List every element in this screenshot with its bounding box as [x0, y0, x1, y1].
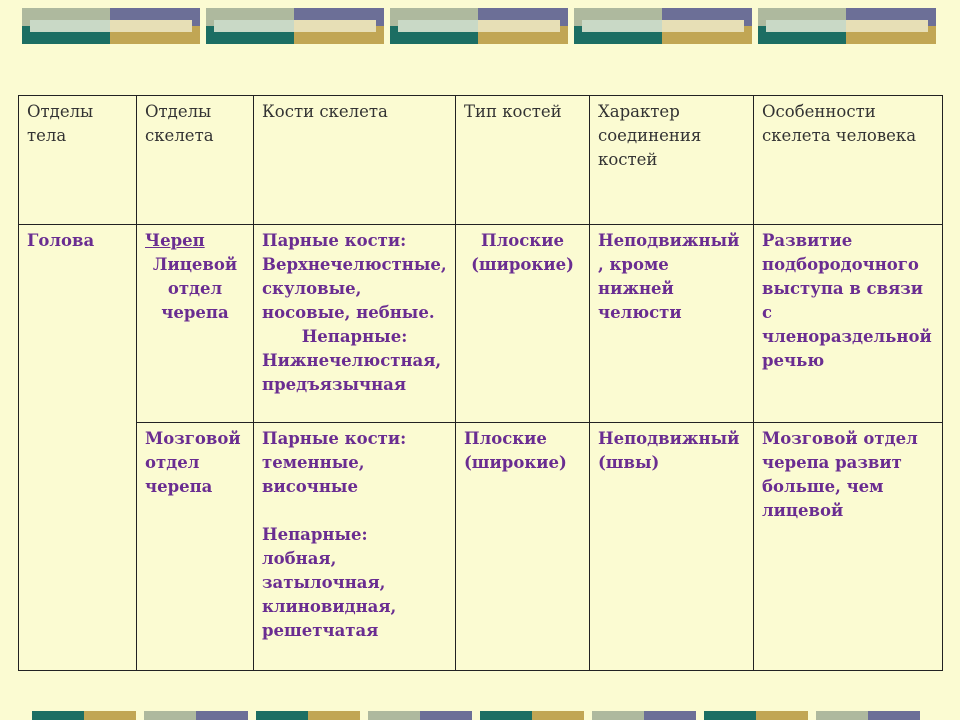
table-row: [19, 423, 943, 671]
header-cell: Характер соединения костей: [590, 96, 754, 225]
skull-title: Череп: [145, 231, 205, 250]
decor-block: [592, 711, 696, 720]
unpaired-bones: Нижнечелюстная, предъязычная: [262, 351, 442, 394]
decor-block: [480, 711, 584, 720]
bones-cell: [254, 225, 456, 423]
header-cell: Особенности скелета человека: [754, 96, 943, 225]
header-cell: Кости скелета: [254, 96, 456, 225]
table-header-row: [19, 96, 943, 225]
unpaired-bones: лобная, затылочная, клиновидная, решетчатая: [262, 549, 397, 640]
decor-block: [256, 711, 360, 720]
bones-cell: [254, 423, 456, 671]
facial-skull-label: Лицевой отдел черепа: [152, 255, 238, 322]
decor-block: [704, 711, 808, 720]
skeleton-table: [18, 95, 943, 671]
joint-cell: Неподвижный (швы): [590, 423, 754, 671]
feature-cell: Развитие подбородочного выступа в связи с членораздельной речью: [754, 225, 943, 423]
feature-cell: Мозговой отдел черепа развит больше, чем лицевой: [754, 423, 943, 671]
decor-block: [368, 711, 472, 720]
skeleton-part-cell: Мозговой отдел черепа: [137, 423, 254, 671]
joint-cell: Неподвижный , кроме нижней челюсти: [590, 225, 754, 423]
decor-block: [390, 8, 568, 44]
paired-label: Парные кости:: [262, 429, 407, 448]
skeleton-part-cell: [137, 225, 254, 423]
decor-block: [22, 8, 200, 44]
decor-block: [206, 8, 384, 44]
decor-block: [758, 8, 936, 44]
body-part-cell: Голова: [19, 225, 137, 671]
paired-label: Парные кости:: [262, 231, 407, 250]
decor-block: [144, 711, 248, 720]
header-cell: Тип костей: [456, 96, 590, 225]
unpaired-label: Непарные:: [301, 327, 408, 346]
decor-block: [32, 711, 136, 720]
decor-block: [816, 711, 920, 720]
bone-type-cell: Плоские (широкие): [456, 225, 590, 423]
decor-block: [574, 8, 752, 44]
paired-bones: Верхнечелюстные, скуловые, носовые, небные.: [262, 255, 447, 322]
header-cell: Отделы скелета: [137, 96, 254, 225]
table-row: [19, 225, 943, 423]
header-cell: Отделы тела: [19, 96, 137, 225]
bone-type-cell: Плоские (широкие): [456, 423, 590, 671]
paired-bones: теменные, височные: [262, 453, 365, 496]
unpaired-label: Непарные:: [262, 525, 368, 544]
